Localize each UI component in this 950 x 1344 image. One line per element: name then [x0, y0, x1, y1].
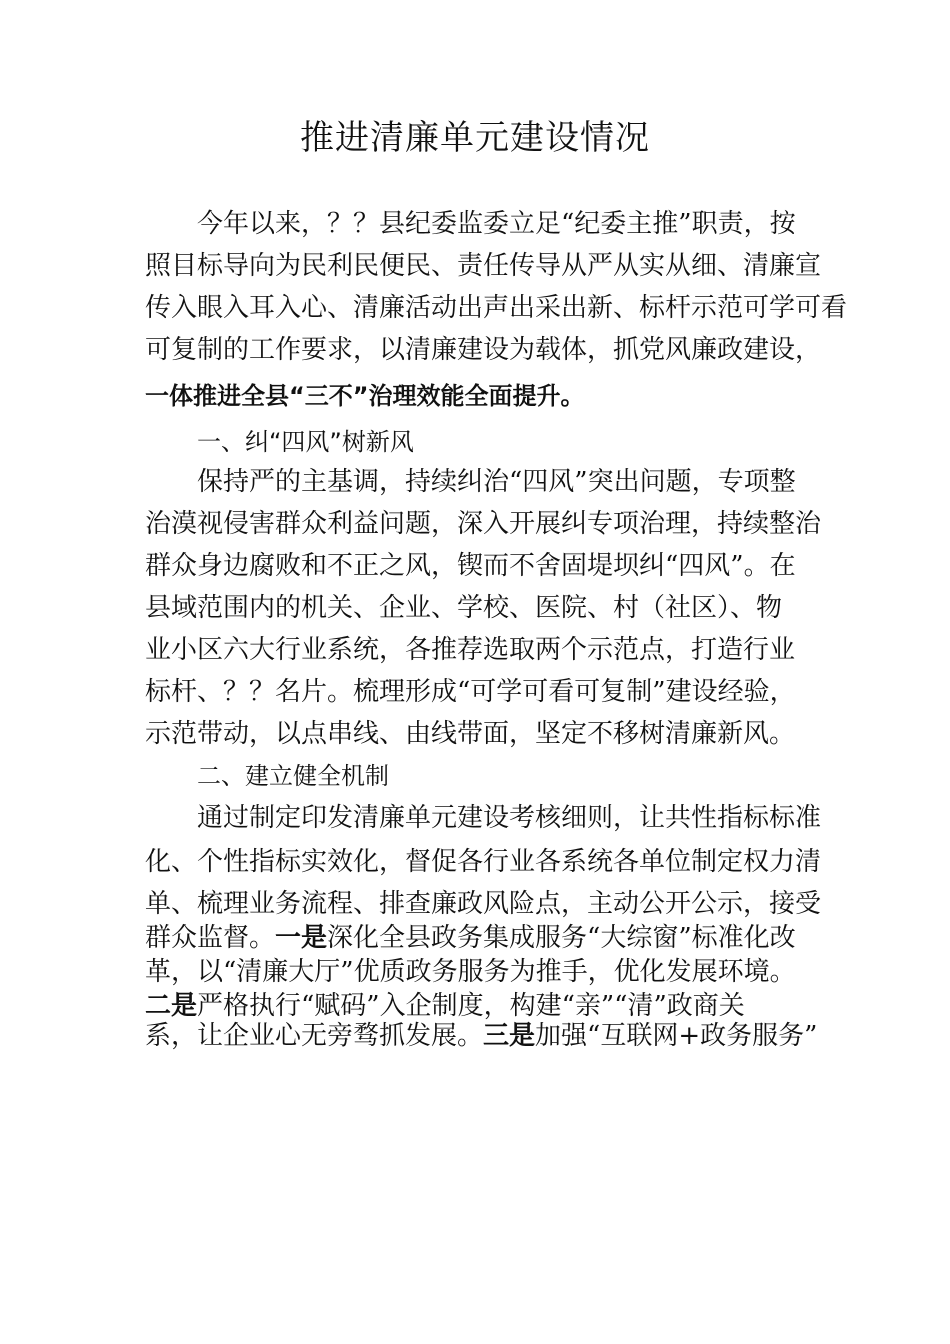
bold-run: 二是: [145, 991, 198, 1021]
text-run: 严格执行“赋码”入企制度，构建“亲”“清”政商关: [197, 991, 745, 1021]
section-1-line: 标杆、？？名片。梳理形成“可学可看可复制”建设经验，: [145, 677, 796, 707]
section-2-line: 单、梳理业务流程、排查廉政风险点，主动公开公示，接受: [145, 889, 822, 919]
bold-run: 三是: [483, 1021, 536, 1051]
text-run: 系，让企业心无旁骛抓发展。: [145, 1021, 484, 1051]
section-1-line: 保持严的主基调，持续纠治“四风”突出问题，专项整: [197, 467, 796, 497]
section-1-line: 治漠视侵害群众利益问题，深入开展纠专项治理，持续整治: [145, 509, 822, 539]
intro-line: 传入眼入耳入心、清廉活动出声出采出新、标杆示范可学可看: [145, 293, 848, 323]
section-2-line: 通过制定印发清廉单元建设考核细则，让共性指标标准: [197, 803, 822, 833]
section-2-line: [145, 1018, 817, 1054]
section-2-heading: 二、建立健全机制: [197, 762, 389, 790]
text-run: 加强“互联网+政务服务”: [535, 1021, 818, 1051]
section-1-line: 业小区六大行业系统，各推荐选取两个示范点，打造行业: [145, 635, 796, 665]
intro-line: 可复制的工作要求，以清廉建设为载体，抓党风廉政建设，: [145, 335, 822, 365]
doc-title: 推进清廉单元建设情况: [300, 118, 650, 158]
intro-line: 今年以来，？？县纪委监委立足“纪委主推”职责，按: [197, 209, 796, 239]
section-1-line: 群众身边腐败和不正之风，锲而不舍固堤坝纠“四风”。在: [145, 551, 796, 581]
section-1-line: 县域范围内的机关、企业、学校、医院、村（社区）、物: [145, 593, 783, 623]
text-run: 群众监督。: [145, 923, 276, 953]
text-run: 深化全县政务集成服务“大综窗”标准化改: [327, 923, 796, 953]
section-2-line: [145, 920, 796, 956]
bold-run: 一是: [275, 923, 328, 953]
section-2-line: 化、个性指标实效化，督促各行业各系统各单位制定权力清: [145, 847, 822, 877]
section-1-heading: 一、纠“四风”树新风: [197, 428, 414, 456]
section-2-line: 革，以“清廉大厅”优质政务服务为推手，优化发展环境。: [145, 957, 796, 987]
section-1-line: 示范带动，以点串线、由线带面，坚定不移树清廉新风。: [145, 719, 796, 749]
intro-line: 照目标导向为民利民便民、责任传导从严从实从细、清廉宣: [145, 251, 822, 281]
intro-line-bold: 一体推进全县“三不”治理效能全面提升。: [145, 382, 585, 410]
